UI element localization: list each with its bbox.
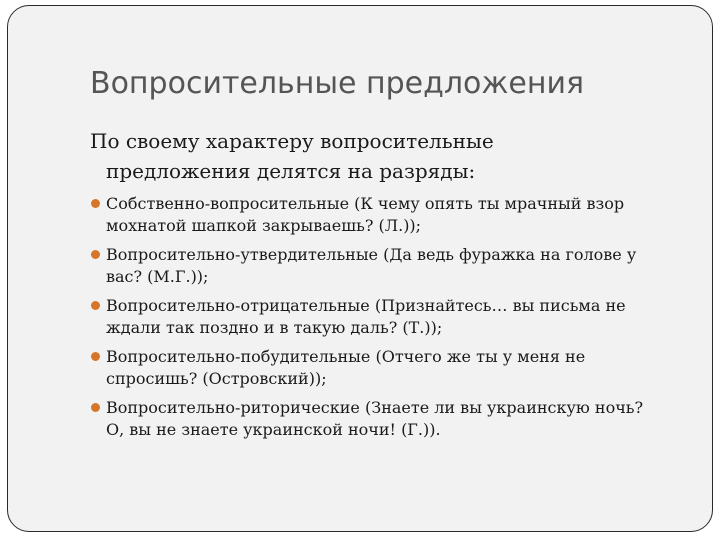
bullet-line-2: мохнатой шапкой закрываешь? (Л.)); [106, 216, 422, 235]
bullet-dot-icon [91, 250, 100, 259]
bullet-line-1: Вопросительно-риторические (Знаете ли вы украинскую ночь? [106, 398, 644, 417]
slide [7, 5, 713, 532]
bullet-dot-icon [91, 403, 100, 412]
bullet-line-2: ждали так поздно и в такую даль? (Т.)); [106, 318, 443, 337]
slide-title: Вопросительные предложения [90, 66, 585, 101]
intro-line-1: По своему характеру вопросительные [90, 129, 494, 153]
list-item [90, 244, 690, 288]
bullet-line-1: Собственно-вопросительные (К чему опять ты мрачный взор [106, 194, 625, 213]
list-item [90, 295, 690, 339]
bullet-dot-icon [91, 352, 100, 361]
list-item [90, 397, 690, 441]
bullet-line-1: Вопросительно-побудительные (Отчего же ты у меня не [106, 347, 586, 366]
intro-line-2: предложения делятся на разряды: [106, 159, 476, 183]
bullet-list [90, 193, 690, 448]
bullet-line-2: спросишь? (Островский)); [106, 369, 327, 388]
intro-text [90, 126, 690, 186]
list-item [90, 193, 690, 237]
bullet-line-2: О, вы не знаете украинской ночи! (Г.)). [106, 420, 441, 439]
bullet-dot-icon [91, 199, 100, 208]
bullet-line-1: Вопросительно-утвердительные (Да ведь фуражка на голове у [106, 245, 637, 264]
bullet-line-1: Вопросительно-отрицательные (Признайтесь… вы письма не [106, 296, 626, 315]
bullet-line-2: вас? (М.Г.)); [106, 267, 209, 286]
list-item [90, 346, 690, 390]
bullet-dot-icon [91, 301, 100, 310]
